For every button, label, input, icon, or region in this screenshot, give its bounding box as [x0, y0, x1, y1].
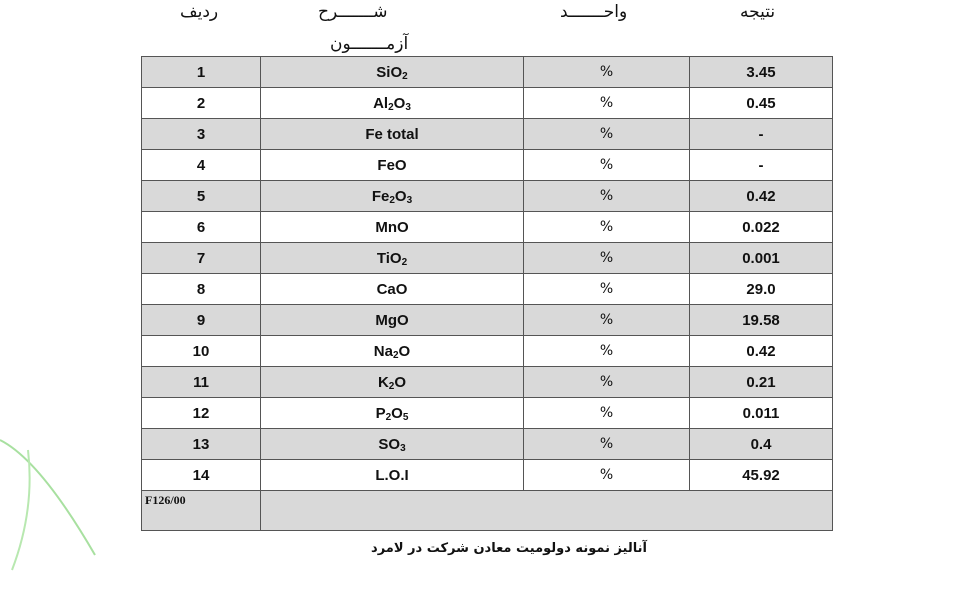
formula-cell	[261, 336, 524, 367]
unit-cell: %	[524, 57, 690, 88]
result-cell: 19.58	[690, 305, 833, 336]
row-number-cell: 13	[142, 429, 261, 460]
unit-cell: %	[524, 367, 690, 398]
header-row-number: ردیف	[180, 2, 219, 22]
formula-text: MnO	[375, 218, 409, 236]
header-test: آزمـــــــون	[330, 34, 409, 54]
row-number-cell: 3	[142, 119, 261, 150]
result-cell: 45.92	[690, 460, 833, 491]
formula-cell	[261, 181, 524, 212]
result-cell: 3.45	[690, 57, 833, 88]
header-description: شـــــــرح	[318, 2, 388, 22]
footer-empty-cell	[261, 491, 833, 531]
table-row	[142, 274, 833, 305]
form-code: F126/00	[142, 491, 261, 531]
table-row	[142, 88, 833, 119]
row-number-cell: 12	[142, 398, 261, 429]
result-cell: 0.011	[690, 398, 833, 429]
formula-text: MgO	[375, 311, 409, 329]
formula-cell	[261, 305, 524, 336]
unit-cell: %	[524, 88, 690, 119]
formula-text: SO	[378, 435, 401, 453]
table-row	[142, 57, 833, 88]
unit-cell: %	[524, 181, 690, 212]
table-row	[142, 460, 833, 491]
formula-cell	[261, 367, 524, 398]
result-cell: -	[690, 150, 833, 181]
result-cell: 0.001	[690, 243, 833, 274]
row-number-cell: 1	[142, 57, 261, 88]
result-cell: 29.0	[690, 274, 833, 305]
formula-text: Fe total	[365, 125, 419, 143]
formula-text: SiO	[376, 63, 403, 81]
row-number-cell: 7	[142, 243, 261, 274]
table-footer-row	[142, 491, 833, 531]
formula-text: O	[398, 342, 411, 360]
formula-cell	[261, 150, 524, 181]
result-cell: 0.21	[690, 367, 833, 398]
table-row	[142, 398, 833, 429]
result-cell: 0.45	[690, 88, 833, 119]
formula-text: CaO	[376, 280, 408, 298]
unit-cell: %	[524, 305, 690, 336]
formula-text: FeO	[377, 156, 407, 174]
table-row	[142, 367, 833, 398]
result-cell: 0.4	[690, 429, 833, 460]
row-number-cell: 10	[142, 336, 261, 367]
formula-cell	[261, 212, 524, 243]
formula-cell	[261, 429, 524, 460]
formula-subscript: 2	[389, 194, 395, 206]
formula-subscript: 2	[402, 70, 408, 82]
green-swoosh-decoration	[0, 380, 130, 593]
formula-text: O	[394, 187, 407, 205]
formula-text: O	[394, 373, 407, 391]
unit-cell: %	[524, 429, 690, 460]
table-row	[142, 119, 833, 150]
formula-text: K	[377, 373, 389, 391]
formula-subscript: 3	[406, 194, 413, 206]
table-row	[142, 150, 833, 181]
table-row	[142, 212, 833, 243]
formula-subscript: 3	[400, 442, 406, 454]
unit-cell: %	[524, 243, 690, 274]
unit-cell: %	[524, 336, 690, 367]
formula-cell	[261, 57, 524, 88]
analysis-table	[141, 56, 833, 531]
table-row	[142, 336, 833, 367]
unit-cell: %	[524, 460, 690, 491]
formula-subscript: 2	[385, 411, 392, 423]
unit-cell: %	[524, 398, 690, 429]
formula-cell	[261, 88, 524, 119]
result-cell: 0.42	[690, 336, 833, 367]
table-row	[142, 243, 833, 274]
formula-text: O	[391, 404, 403, 422]
row-number-cell: 8	[142, 274, 261, 305]
row-number-cell: 6	[142, 212, 261, 243]
header-unit: واحـــــــد	[560, 2, 628, 22]
table-row	[142, 429, 833, 460]
formula-subscript: 5	[402, 411, 409, 423]
row-number-cell: 4	[142, 150, 261, 181]
formula-text: O	[393, 94, 406, 112]
formula-subscript: 2	[388, 380, 395, 392]
formula-cell	[261, 460, 524, 491]
unit-cell: %	[524, 119, 690, 150]
formula-text: TiO	[376, 249, 402, 267]
result-cell: 0.42	[690, 181, 833, 212]
formula-text: Al	[373, 94, 389, 112]
table-row	[142, 181, 833, 212]
unit-cell: %	[524, 274, 690, 305]
formula-text: L.O.I	[375, 466, 409, 484]
row-number-cell: 2	[142, 88, 261, 119]
row-number-cell: 9	[142, 305, 261, 336]
formula-subscript: 3	[405, 101, 411, 113]
formula-text: P	[375, 404, 386, 422]
formula-cell	[261, 274, 524, 305]
formula-subscript: 2	[388, 101, 394, 113]
formula-text: Na	[373, 342, 393, 360]
result-cell: -	[690, 119, 833, 150]
formula-text: Fe	[371, 187, 390, 205]
formula-cell	[261, 398, 524, 429]
row-number-cell: 5	[142, 181, 261, 212]
row-number-cell: 14	[142, 460, 261, 491]
formula-cell	[261, 119, 524, 150]
formula-subscript: 2	[392, 349, 399, 361]
unit-cell: %	[524, 150, 690, 181]
table-row	[142, 305, 833, 336]
header-result: نتیجه	[740, 2, 776, 22]
formula-subscript: 2	[401, 256, 408, 268]
unit-cell: %	[524, 212, 690, 243]
formula-cell	[261, 243, 524, 274]
row-number-cell: 11	[142, 367, 261, 398]
result-cell: 0.022	[690, 212, 833, 243]
table-caption: آنالیز نمونه دولومیت معادن شرکت در لامرد	[371, 541, 647, 556]
